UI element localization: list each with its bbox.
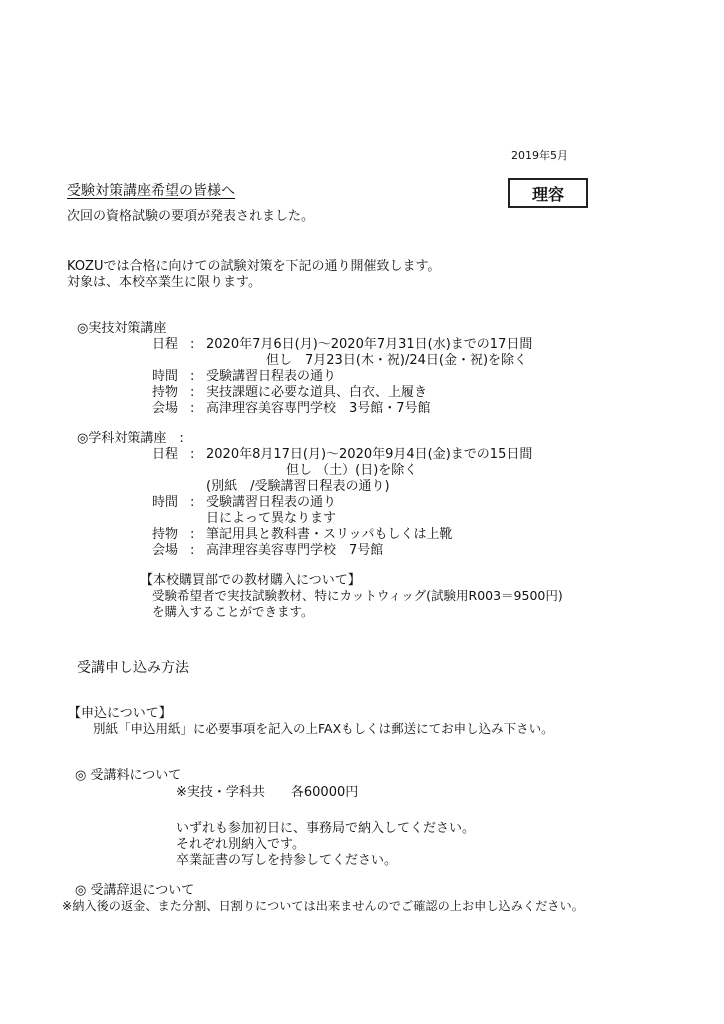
row-colon: : bbox=[190, 447, 195, 462]
fee-note-3: 卒業証書の写しを持参してください。 bbox=[176, 853, 398, 868]
jitsugi-heading: ◎実技対策講座 bbox=[77, 321, 167, 336]
row-label: 日程 bbox=[152, 337, 179, 352]
kyozai-line-1: 受験希望者で実技試験教材、特にカットウィッグ(試験用R003＝9500円) bbox=[152, 588, 563, 603]
row-value: 2020年7月6日(月)～2020年7月31日(水)までの17日間 bbox=[206, 337, 533, 352]
category-stamp: 理容 bbox=[508, 178, 588, 208]
row-value: (別紙 /受験講習日程表の通り) bbox=[206, 479, 390, 494]
row-label: 会場 bbox=[152, 401, 179, 416]
application-line: 別紙「申込用紙」に必要事項を記入の上FAXもしくは郵送にてお申し込み下さい。 bbox=[93, 721, 554, 736]
intro-line-1: 次回の資格試験の要項が発表されました。 bbox=[67, 209, 315, 224]
row-value: 2020年8月17日(月)～2020年9月4日(金)までの15日間 bbox=[206, 447, 533, 462]
row-label: 会場 bbox=[152, 543, 179, 558]
kyozai-heading: 【本校購買部での教材購入について】 bbox=[140, 573, 361, 588]
fee-note-2: それぞれ別納入です。 bbox=[176, 837, 305, 852]
row-value: 但し （土）(日)を除く bbox=[286, 463, 418, 478]
cancel-heading: ◎ 受講辞退について bbox=[75, 883, 195, 898]
application-heading: 【申込について】 bbox=[68, 706, 172, 721]
kyozai-line-2: を購入することができます。 bbox=[152, 604, 314, 619]
row-value: 日によって異なります bbox=[206, 511, 337, 526]
intro-line-2: KOZUでは合格に向けての試験対策を下記の通り開催致します。 bbox=[67, 259, 441, 274]
gakka-heading: ◎学科対策講座 : bbox=[77, 431, 184, 446]
row-colon: : bbox=[190, 369, 195, 384]
row-colon: : bbox=[190, 337, 195, 352]
row-value: 高津理容美容専門学校 7号館 bbox=[206, 543, 384, 558]
row-label: 時間 bbox=[152, 495, 179, 510]
row-colon: : bbox=[190, 401, 195, 416]
row-label: 時間 bbox=[152, 369, 179, 384]
row-value: 高津理容美容専門学校 3号館・7号館 bbox=[206, 401, 431, 416]
application-title: 受講申し込み方法 bbox=[77, 660, 189, 676]
row-value: 但し 7月23日(木・祝)/24日(金・祝)を除く bbox=[266, 353, 528, 368]
page-title: 受験対策講座希望の皆様へ bbox=[67, 183, 235, 199]
row-colon: : bbox=[190, 543, 195, 558]
row-label: 持物 bbox=[152, 527, 179, 542]
fee-note-1: いずれも参加初日に、事務局で納入してください。 bbox=[176, 821, 476, 836]
row-label: 日程 bbox=[152, 447, 179, 462]
cancel-line: ※納入後の返金、また分割、日割りについては出来ませんのでご確認の上お申し込みください。 bbox=[62, 899, 584, 913]
row-colon: : bbox=[190, 385, 195, 400]
row-colon: : bbox=[190, 495, 195, 510]
row-value: 筆記用具と教科書・スリッパもしくは上靴 bbox=[206, 527, 453, 542]
intro-line-3: 対象は、本校卒業生に限ります。 bbox=[67, 275, 261, 290]
row-value: 受験講習日程表の通り bbox=[206, 369, 337, 384]
document-date: 2019年5月 bbox=[511, 149, 568, 162]
row-label: 持物 bbox=[152, 385, 179, 400]
row-value: 実技課題に必要な道具、白衣、上履き bbox=[206, 385, 428, 400]
row-value: 受験講習日程表の通り bbox=[206, 495, 337, 510]
fee-amount: ※実技・学科共 各60000円 bbox=[176, 785, 359, 800]
row-colon: : bbox=[190, 527, 195, 542]
fee-heading: ◎ 受講料について bbox=[75, 768, 182, 783]
